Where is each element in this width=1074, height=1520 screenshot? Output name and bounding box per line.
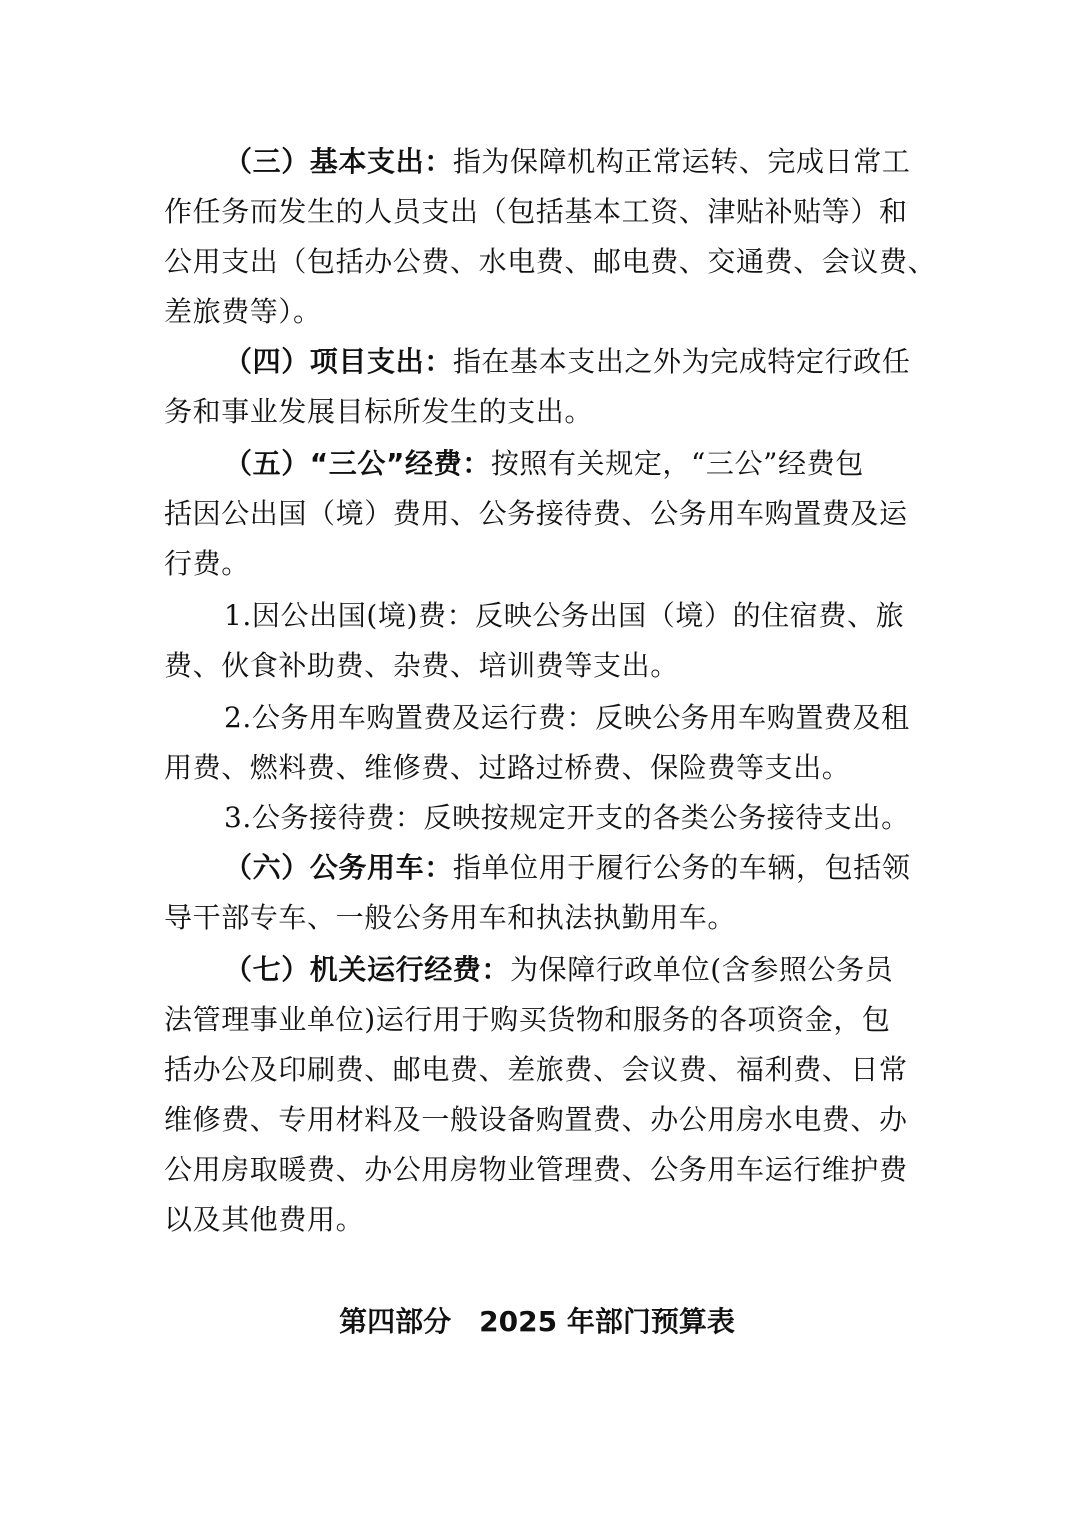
operation-line-2: 法管理事业单位)运行用于购买货物和服务的各项资金，包 [164, 1003, 891, 1036]
operation-line-5: 公用房取暖费、办公用房物业管理费、公务用车运行维护费 [164, 1153, 908, 1186]
project-expense-line-2: 务和事业发展目标所发生的支出。 [164, 395, 594, 428]
operation-line-4: 维修费、专用材料及一般设备购置费、办公用房水电费、办 [164, 1103, 908, 1136]
operation-line-3: 括办公及印刷费、邮电费、差旅费、会议费、福利费、日常 [164, 1053, 908, 1086]
part-name: 2025 年部门预算表 [479, 1305, 735, 1338]
project-expense-line-1: （四）项目支出：指在基本支出之外为完成特定行政任 [224, 345, 911, 378]
basic-expense-line-3: 公用支出（包括办公费、水电费、邮电费、交通费、会议费、 [164, 245, 937, 278]
sangong-line-3: 行费。 [164, 547, 250, 580]
part-title [0, 1302, 1074, 1342]
sangong-item-1-line-1: 1.因公出国(境)费：反映公务出国（境）的住宿费、旅 [224, 599, 905, 632]
vehicle-line-1: （六）公务用车：指单位用于履行公务的车辆，包括领 [224, 851, 911, 884]
basic-expense-line-2: 作任务而发生的人员支出（包括基本工资、津贴补贴等）和 [164, 195, 908, 228]
project-expense-heading: （四）项目支出： [224, 345, 453, 378]
sangong-item-2-line-2: 用费、燃料费、维修费、过路过桥费、保险费等支出。 [164, 751, 851, 784]
part-number: 第四部分 [339, 1305, 452, 1338]
sangong-item-3-line-1: 3.公务接待费：反映按规定开支的各类公务接待支出。 [224, 801, 910, 834]
sangong-item-1-line-2: 费、伙食补助费、杂费、培训费等支出。 [164, 649, 679, 682]
vehicle-line-2: 导干部专车、一般公务用车和执法执勤用车。 [164, 901, 737, 934]
vehicle-heading: （六）公务用车： [224, 851, 453, 884]
operation-line-6: 以及其他费用。 [164, 1203, 365, 1236]
basic-expense-line-4: 差旅费等）。 [164, 295, 322, 328]
sangong-line-2: 括因公出国（境）费用、公务接待费、公务用车购置费及运 [164, 497, 908, 530]
operation-line-1: （七）机关运行经费：为保障行政单位(含参照公务员 [224, 953, 894, 986]
sangong-heading: （五）“三公”经费： [224, 447, 491, 480]
sangong-item-2-line-1: 2.公务用车购置费及运行费：反映公务用车购置费及租 [224, 701, 910, 734]
sangong-line-1: （五）“三公”经费：按照有关规定，“三公”经费包 [224, 447, 864, 480]
basic-expense-heading: （三）基本支出： [224, 145, 453, 178]
basic-expense-line-1: （三）基本支出：指为保障机构正常运转、完成日常工 [224, 145, 911, 178]
operation-heading: （七）机关运行经费： [224, 953, 511, 986]
